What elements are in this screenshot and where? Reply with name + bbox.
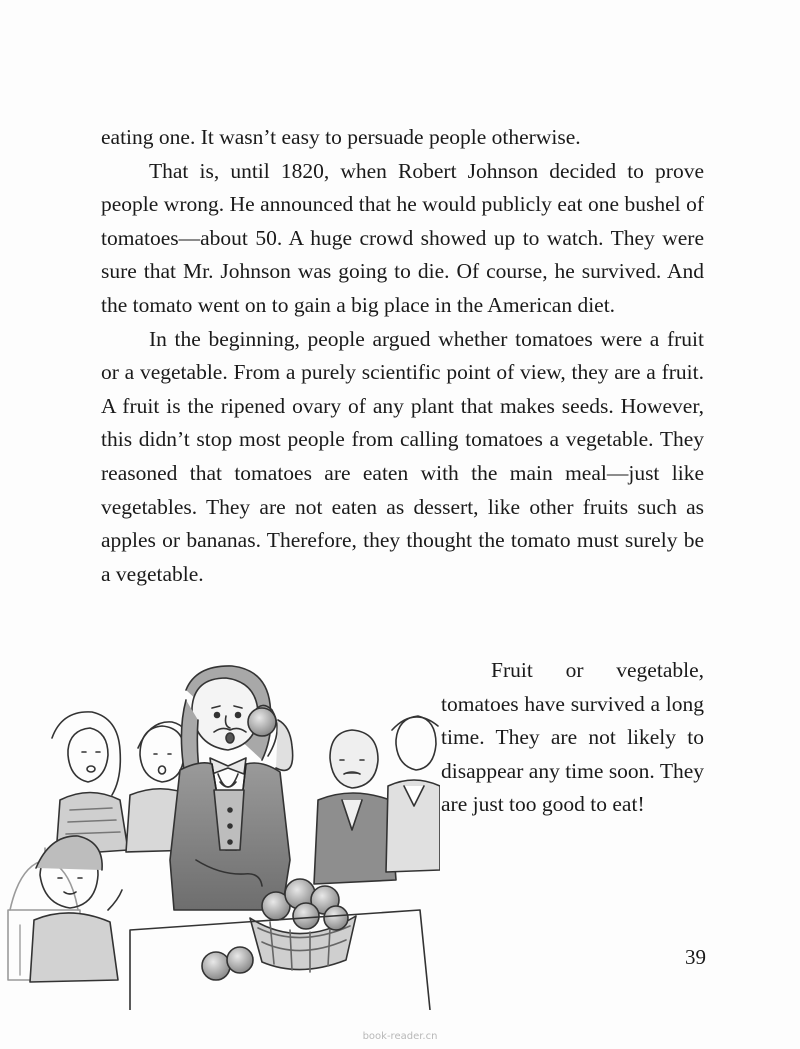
illustration-tomato-eating <box>0 660 440 1010</box>
side-paragraph: Fruit or vegetable, tomatoes have survived a long time. They are not likely to disappear any time soon. They are just too good to eat! <box>441 658 704 817</box>
paragraph-1: eating one. It wasn’t easy to persuade people otherwise. <box>101 125 581 149</box>
body-text <box>101 121 704 591</box>
paragraph-2: That is, until 1820, when Robert Johnson decided to prove people wrong. He announced that he would publicly eat one bushel of tomatoes—about 50. A huge crowd showed up to watch. They were sure that Mr. Johnson was going to die. Of course, he survived. And the tomato went on to gain a big place in the American diet. <box>101 158 704 317</box>
page-number: 39 <box>685 945 706 969</box>
watermark: book-reader.cn <box>362 1031 438 1042</box>
paragraph-3: In the beginning, people argued whether tomatoes were a fruit or a vegetable. From a purely scientific point of view, they are a fruit. A fruit is the ripened ovary of any plant that makes seeds. However, this didn’t stop most people from calling tomatoes a vegetable. They reasoned that tomatoes are eaten with the main meal—just like vegetables. They are not eaten as dessert, like other fruits such as apples or bananas. Therefore, they thought the tomato must surely be a vegetable. <box>101 326 704 586</box>
